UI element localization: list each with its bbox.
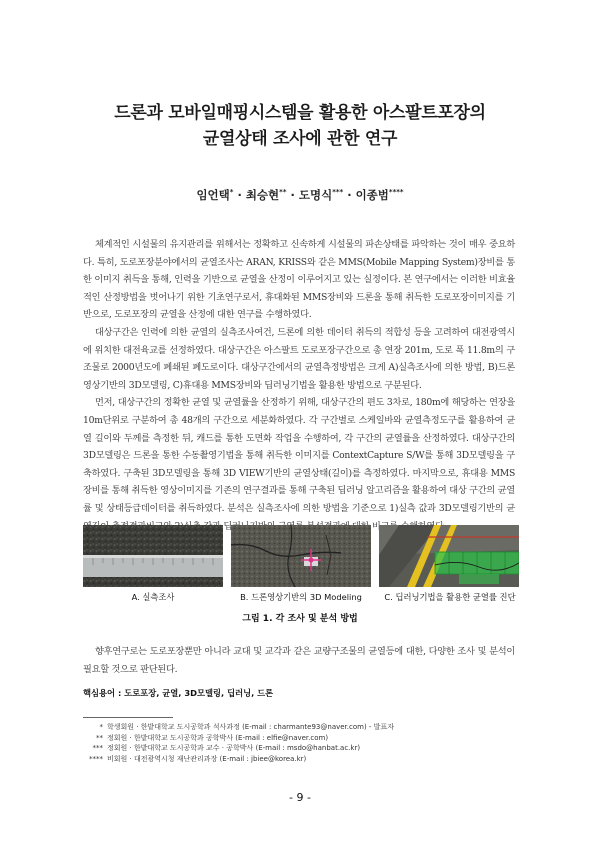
abstract-paragraph: 체계적인 시설물의 유지관리를 위해서는 정확하고 신속하게 시설물의 파손상태를 파악하는 것이 매우 중요하다. 특히, 도로포장분야에서의 균열조사는 ARAN, KRISS와 같은 MMS(Mobile Mapping System)장비를 통한 이미지 취득을 통해, 인력을 기반으로 균열을 산정이 이루어지고 있는 실정이다. 본 연구에서는 이러한 비효율적인 산정방법을 벗어나기 위한 기초연구로서, 휴대화된 MMS장비와 드론을 통해 취득한 도로포장이미지를 기반으로, 도로포장의 균열을 산정에 대한 연구를 수행하였다. (83, 239, 515, 321)
footnote-mark: *** (92, 744, 103, 752)
footnote (75, 722, 525, 733)
abstract (83, 236, 515, 535)
page-number: - 9 - (289, 791, 311, 804)
author-separator: · (343, 188, 356, 202)
future-work (83, 643, 515, 678)
author-separator: · (233, 188, 246, 202)
drone-3d-model-image (231, 525, 371, 587)
paper-title-line-2: 균열상태 조사에 관한 연구 (202, 129, 398, 149)
paper-title-line-1: 드론과 모바일매핑시스템을 활용한 아스팔트포장의 (114, 103, 486, 123)
footnote-mark: **** (89, 754, 103, 763)
author-name: 임언택 (196, 188, 230, 202)
footnote-mark: * (99, 723, 103, 731)
author-name: 도명식 (298, 188, 333, 202)
deep-learning-crack-render (379, 525, 519, 587)
asphalt-survey-image (83, 525, 223, 587)
footnotes (75, 722, 525, 764)
author-mark: *** (332, 188, 344, 196)
footnote-text: 정회원 · 한밭대학교 도시공학과 교수 · 공학박사 (E-mail : msdo@hanbat.ac.kr) (107, 744, 361, 752)
deep-learning-crack-image (379, 525, 519, 587)
figure-images (83, 525, 519, 587)
footnote-text: 정회원 · 한밭대학교 도시공학과 공학박사 (E-mail : elfie@naver.com) (107, 733, 329, 742)
footnote-text: 비회원 · 대전광역시청 재난관리과장 (E-mail : jbiee@korea.kr) (107, 754, 307, 763)
author-name: 이종범 (355, 188, 389, 202)
figure-caption-b: B. 드론영상기반의 3D Modeling (240, 592, 362, 602)
abstract-paragraph: 대상구간은 인력에 의한 균열의 실측조사여건, 드론에 의한 데이터 취득의 적합성 등을 고려하여 대전광역시에 위치한 대전육교를 선정하였다. 대상구간은 아스팔트 도로포장구간으로 총 연장 201m, 도로 폭 11.8m의 구조물로 2000년도에 폐쇄된 폐도로이다. 대상구간에서의 균열측정방법은 크게 A)실측조사에 의한 방법, B)드론영상기반의 3D모델링, C)휴대용 MMS장비와 딥러닝기법을 활용한 방법으로 구분된다. (83, 326, 515, 391)
figure-caption-c: C. 딥러닝기법을 활용한 균열률 진단 (384, 592, 516, 602)
footnote-text: 학생회원 · 한밭대학교 도시공학과 석사과정 (E-mail : charmante93@naver.com) - 발표자 (107, 723, 394, 731)
footnote (75, 743, 525, 754)
author-mark: * (229, 188, 234, 196)
author-separator: · (286, 188, 299, 202)
figure-caption-a: A. 실측조사 (131, 592, 175, 602)
future-work-paragraph: 향후연구로는 도로포장뿐만 아니라 교대 및 교각과 같은 교량구조물의 균열등에 대한, 다양한 조사 및 분석이 필요할 것으로 판단된다. (83, 646, 515, 675)
author-mark: ** (279, 188, 287, 196)
author-mark: **** (388, 188, 404, 196)
author-list (0, 187, 600, 203)
abstract-paragraph: 먼저, 대상구간의 정확한 균열 및 균열률을 산정하기 위해, 대상구간의 편도 3차로, 180m에 해당하는 연장을 10m단위로 구분하여 총 48개의 구간으로 세분화하였다. 각 구간별로 스케일바와 균열측정도구를 활용하여 균열 길이와 두께를 측정한 뒤, 캐드를 통한 도면화 작업을 수행하여, 각 구간의 균열률을 산정하였다. 대상구간의 3D모델링은 드론을 통한 수동촬영기법을 통해 취득한 이미지를 ContextCapture S/W를 통해 3D모델링을 구축하였다. 구축된 3D모델링을 통해 3D VIEW기반의 균열상태(길이)를 측정하였다. 마지막으로, 휴대용 MMS장비를 통해 취득한 영상이미지를 기존의 연구결과를 통해 구축된 딥러닝 알고리즘을 활용하여 대상 구간의 균열률 및 상태등급데이터를 취득하였다. 분석은 실측조사에 의한 방법을 기준으로 1)실측 값과 3D모델링기반의 균 (83, 397, 515, 514)
figure-title: 그림 1. 각 조사 및 분석 방법 (242, 614, 358, 624)
footnote-mark: ** (96, 733, 103, 742)
footnote (75, 733, 525, 744)
footnote-divider (83, 717, 173, 718)
author-name: 최승현 (245, 188, 280, 202)
drone-3d-model-render (231, 525, 371, 587)
field-survey-photo (83, 525, 223, 587)
footnote (75, 754, 525, 765)
keywords: 핵심용어 : 도로포장, 균열, 3D모델링, 딥러닝, 드론 (83, 688, 274, 698)
